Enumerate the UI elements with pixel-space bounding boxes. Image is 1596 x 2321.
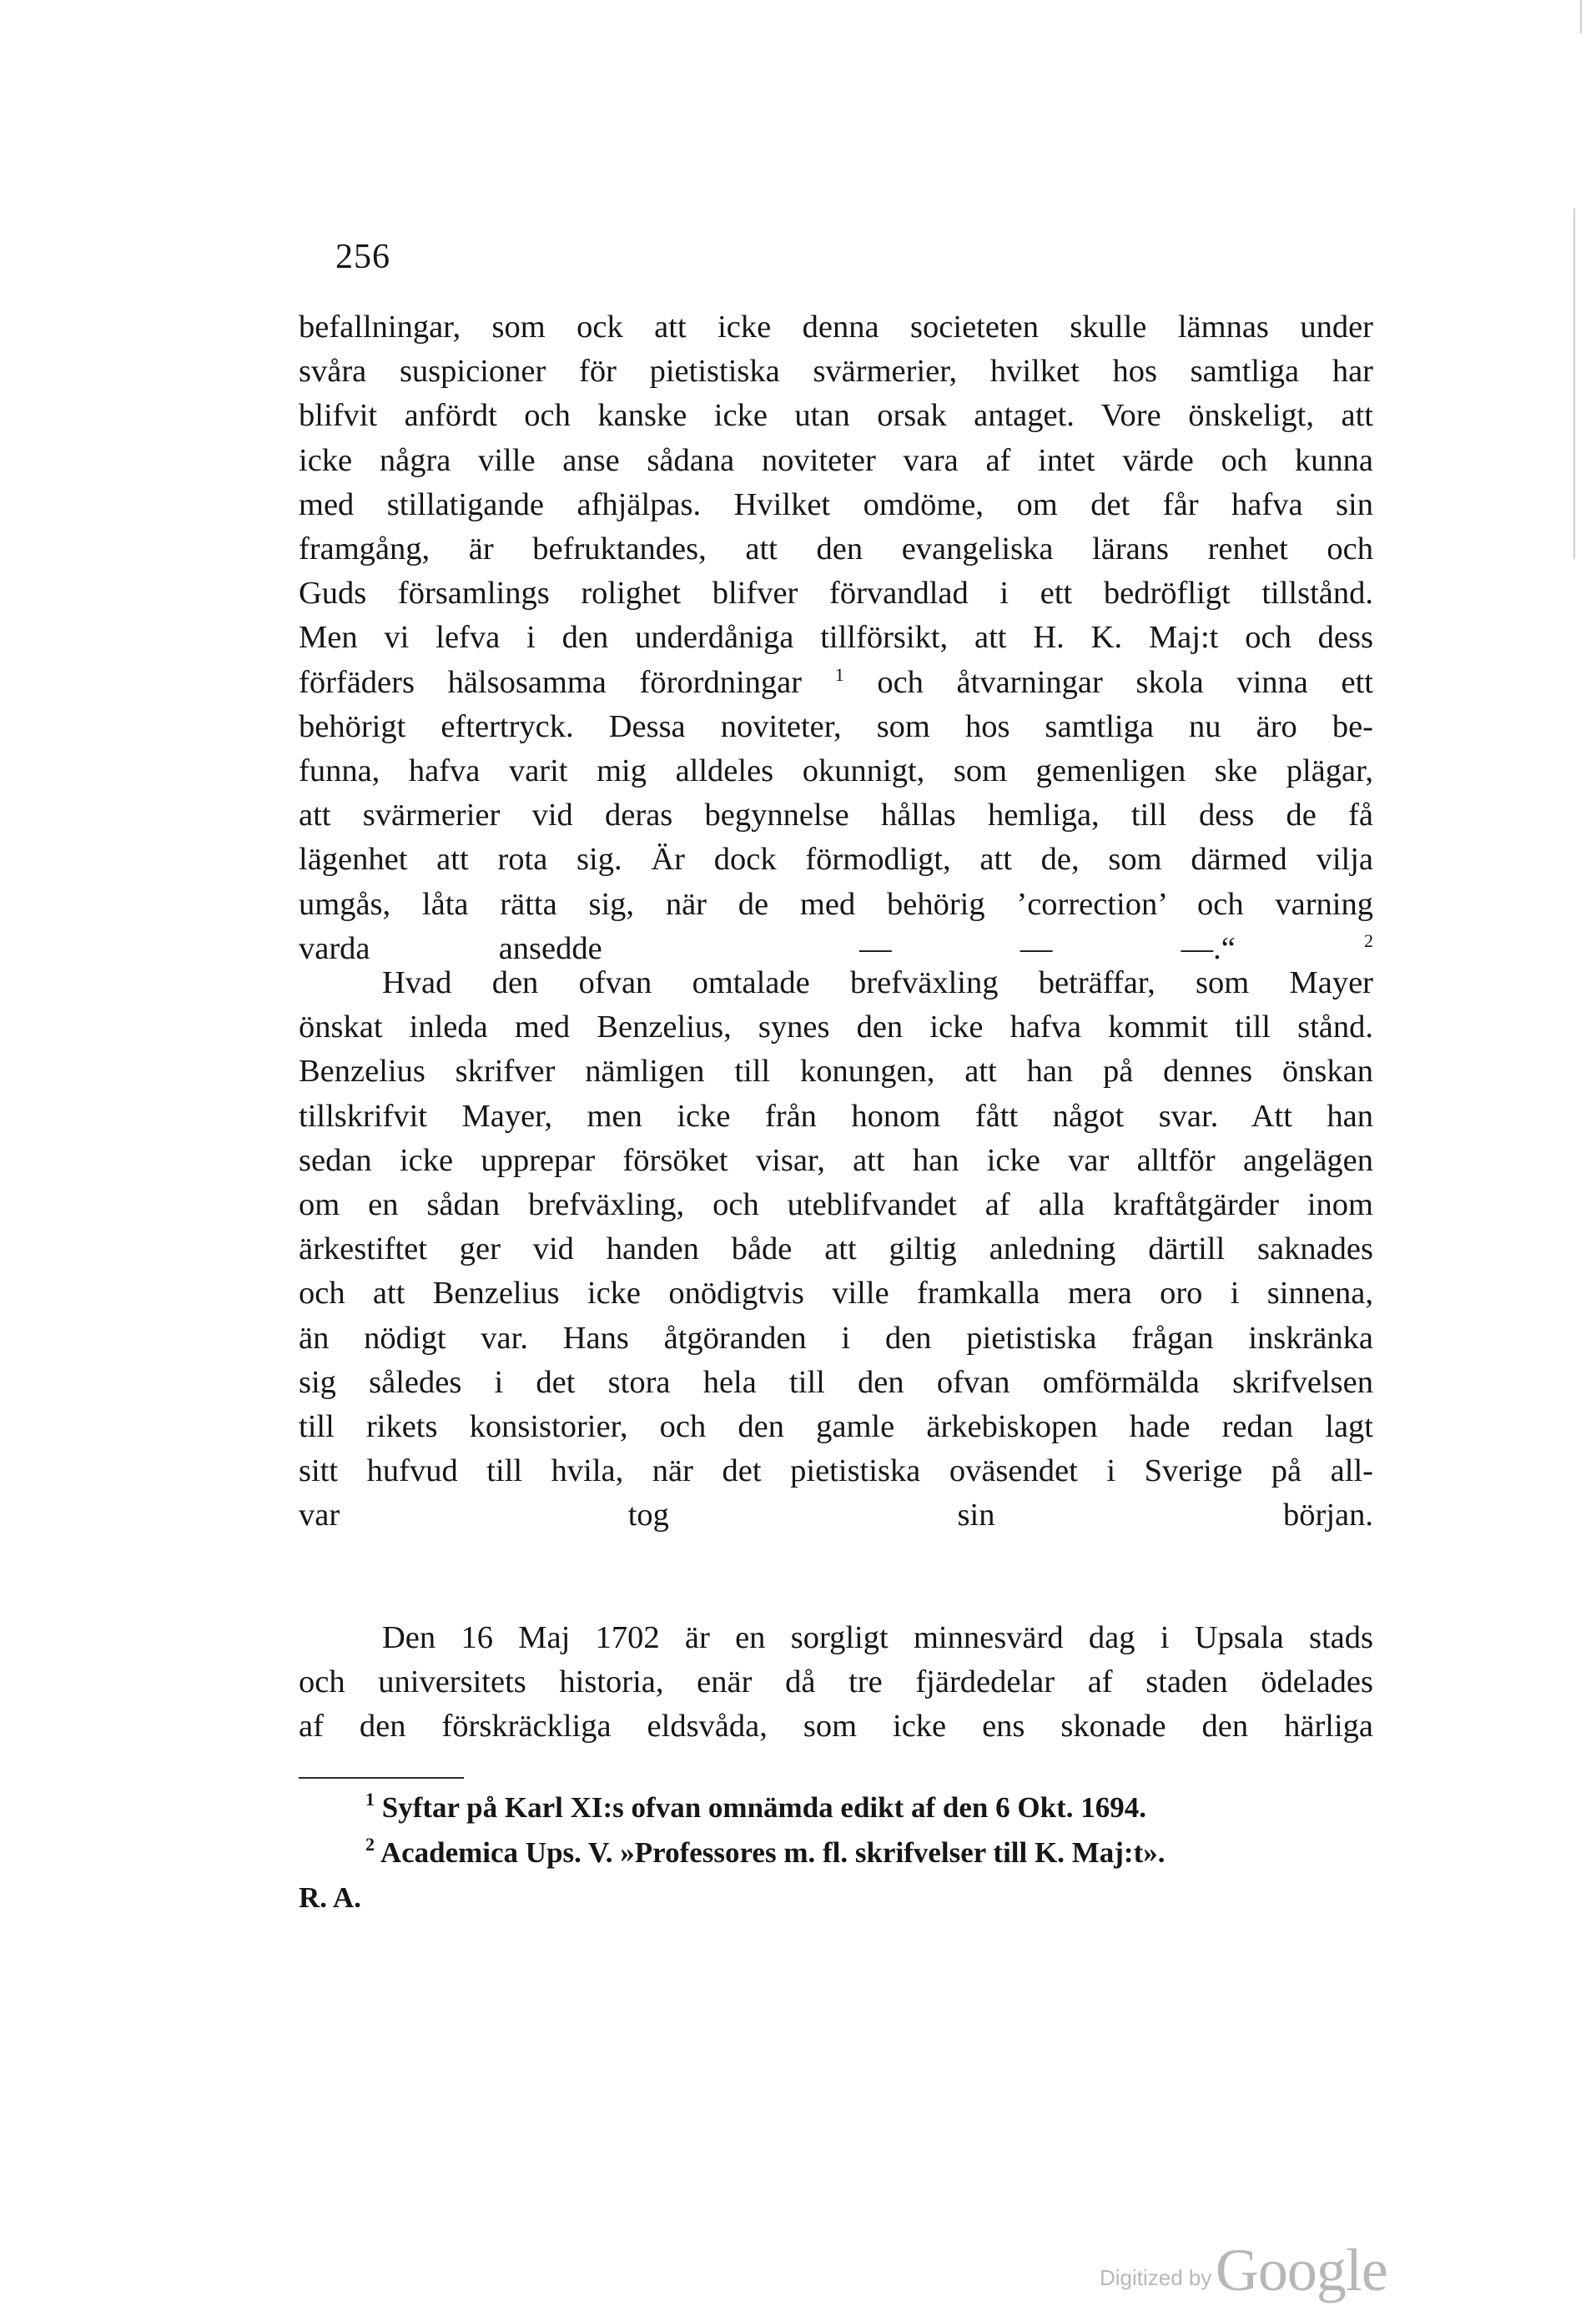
text-line: behörigt eftertryck. Dessa noviteter, som hos samtliga nu äro be- <box>299 708 1373 744</box>
text-line: svåra suspicioner för pietistiska svärmerier, hvilket hos samtliga har <box>299 354 1373 390</box>
text-segment: och åtvarningar skola vinna ett <box>877 664 1373 700</box>
footnote-marker: 2 <box>365 1834 375 1855</box>
text-line: att svärmerier vid deras begynnelse hållas hemliga, till dess de få <box>299 798 1373 833</box>
footnote-text: Syftar på Karl XI:s ofvan omnämda edikt af den 6 Okt. 1694. <box>381 1791 1146 1824</box>
text-line: befallningar, som ock att icke denna societeten skulle lämnas under <box>299 310 1373 345</box>
text-line: umgås, låta rätta sig, när de med behörig ’correction’ och varning <box>299 886 1373 922</box>
text-line: af den förskräckliga eldsvåda, som icke ens skonade den härliga <box>299 1709 1373 1745</box>
page-number: 256 <box>335 238 390 276</box>
scan-edge-mark-top <box>1580 0 1582 33</box>
text-segment: — — —.“ <box>859 930 1236 966</box>
paragraph-fire-1702 <box>299 1616 1373 1750</box>
text-line: framgång, är befruktandes, att den evangeliska lärans renhet och <box>299 531 1373 567</box>
footnote-1 <box>299 1785 1373 1830</box>
text-segment: varda ansedde <box>299 930 602 966</box>
text-line: tillskrifvit Mayer, men icke från honom fått något svar. Att han <box>299 1098 1373 1134</box>
text-line: önskat inleda med Benzelius, synes den icke hafva kommit till stånd. <box>299 1009 1373 1045</box>
text-line: ärkestiftet ger vid handen både att giltig anledning därtill saknades <box>299 1231 1373 1267</box>
footnote-2 <box>299 1830 1373 1875</box>
text-line: blifvit anfördt och kanske icke utan orsak antaget. Vore önskeligt, att <box>299 398 1373 434</box>
text-line: Men vi lefva i den underdåniga tillförsikt, att H. K. Maj:t och dess <box>299 620 1373 656</box>
footnote-2-continuation: R. A. <box>299 1881 361 1914</box>
text-line: sedan icke upprepar försöket visar, att han icke var alltför angelägen <box>299 1142 1373 1178</box>
text-line: lägenhet att rota sig. Är dock förmodligt, att de, som därmed vilja <box>299 842 1373 878</box>
footnote-marker: 1 <box>365 1789 375 1810</box>
text-line: Hvad den ofvan omtalade brefväxling beträffar, som Mayer <box>382 965 1373 1000</box>
text-line: och universitets historia, enär då tre fjärdedelar af staden ödelades <box>299 1664 1373 1700</box>
text-line: Den 16 Maj 1702 är en sorgligt minnesvärd dag i Upsala stads <box>382 1620 1373 1655</box>
text-line: om en sådan brefväxling, och uteblifvandet af alla kraftåtgärder inom <box>299 1187 1373 1223</box>
footnote-ref-1[interactable]: 1 <box>834 663 844 685</box>
scan-edge-mark-mid <box>1573 209 1575 559</box>
footnotes <box>299 1785 1373 1921</box>
text-line: sig således i det stora hela till den ofvan omförmälda skrifvelsen <box>299 1364 1373 1400</box>
text-line: funna, hafva varit mig alldeles okunnigt, som gemenligen ske plägar, <box>299 753 1373 789</box>
text-line: icke några ville anse sådana noviteter vara af intet värde och kunna <box>299 442 1373 478</box>
text-line: sitt hufvud till hvila, när det pietistiska oväsendet i Sverige på all- <box>299 1453 1373 1489</box>
text-line: med stillatigande afhjälpas. Hvilket omdöme, om det får hafva sin <box>299 486 1373 522</box>
footnote-ref-2[interactable]: 2 <box>1364 929 1374 951</box>
text-line: och att Benzelius icke onödigtvis ville framkalla mera oro i sinnena, <box>299 1276 1373 1312</box>
quoted-letter-text <box>299 305 1373 971</box>
text-line: var tog sin början. <box>299 1498 1373 1533</box>
digitized-by-google-watermark <box>1100 2236 1387 2305</box>
footnote-text: Academica Ups. V. »Professores m. fl. skrifvelser till K. Maj:t». <box>380 1836 1166 1869</box>
text-segment: förfäders hälsosamma förordningar <box>299 664 803 700</box>
footnote-divider <box>299 1777 464 1779</box>
text-line: till rikets konsistorier, och den gamle ärkebiskopen hade redan lagt <box>299 1409 1373 1445</box>
watermark-prefix: Digitized by <box>1100 2265 1212 2290</box>
paragraph-correspondence <box>299 961 1373 1538</box>
text-line: än nödigt var. Hans åtgöranden i den pietistiska frågan inskränka <box>299 1320 1373 1356</box>
google-logo: Google <box>1215 2237 1387 2303</box>
text-line: Guds församlings rolighet blifver förvandlad i ett bedröfligt tillstånd. <box>299 576 1373 612</box>
text-line-with-footnote-ref <box>299 661 1373 705</box>
text-line: Benzelius skrifver nämligen till konungen, att han på dennes önskan <box>299 1054 1373 1090</box>
